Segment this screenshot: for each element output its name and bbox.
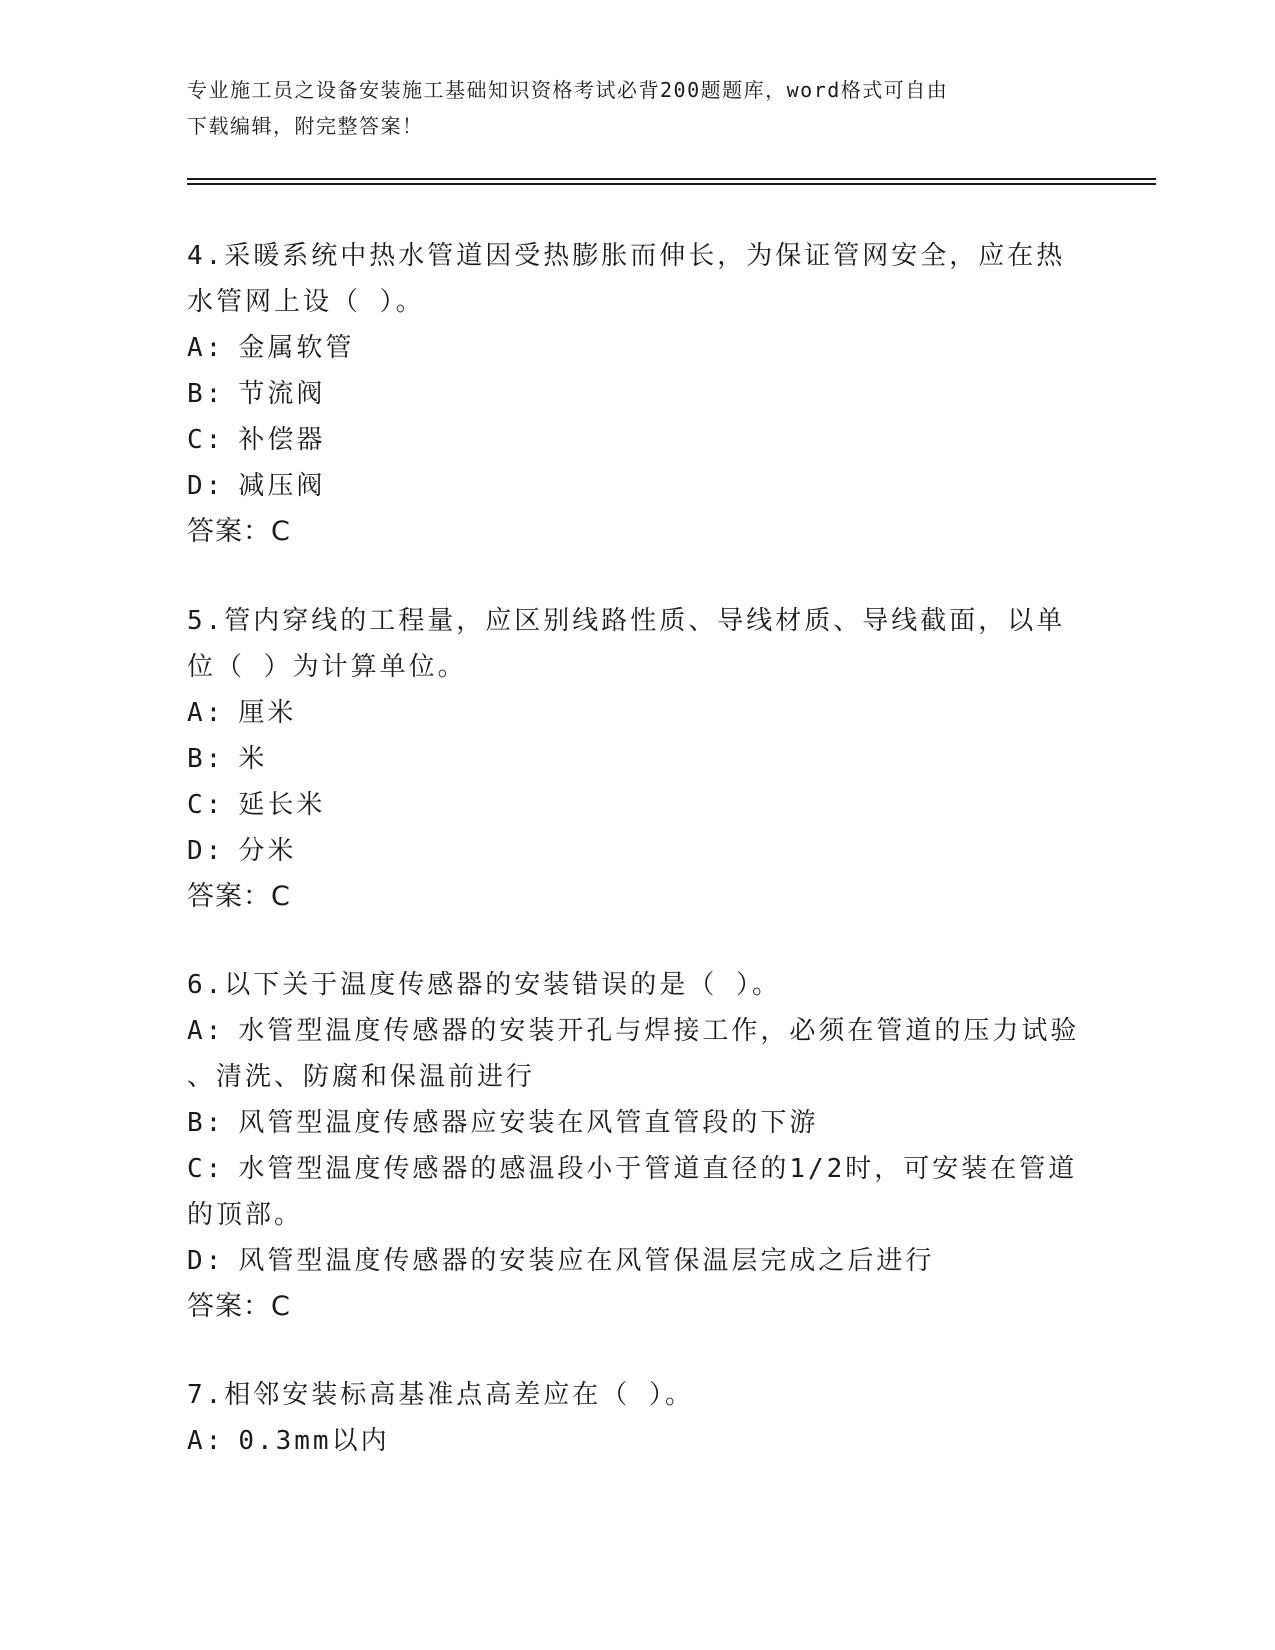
option-label: A: (187, 1426, 225, 1456)
option-c (187, 1146, 1087, 1192)
option-label: C: (187, 790, 225, 820)
option-label: A: (187, 1016, 225, 1046)
option-c (187, 417, 1087, 463)
option-b (187, 736, 1087, 782)
option-d (187, 828, 1087, 874)
option-label: D: (187, 1246, 225, 1276)
header-line-1: 专业施工员之设备安装施工基础知识资格考试必背200题题库，word格式可自由 (187, 78, 949, 102)
option-c (187, 782, 1087, 828)
option-text: 减压阀 (238, 471, 326, 501)
header-rule-top (187, 178, 1156, 180)
option-label: A: (187, 698, 225, 728)
answer: 答案：C (187, 881, 291, 912)
question-stem-line: 5.管内穿线的工程量，应区别线路性质、导线材质、导线截面，以单 (187, 606, 1066, 636)
option-label: B: (187, 1108, 225, 1138)
header-rule-bottom (187, 183, 1156, 185)
option-label: B: (187, 744, 225, 774)
option-label: C: (187, 1154, 225, 1184)
question-stem-line: 6.以下关于温度传感器的安装错误的是（ ）。 (187, 970, 781, 1000)
option-label: D: (187, 471, 225, 501)
option-a (187, 1008, 1087, 1054)
header-line-2: 下载编辑，附完整答案！ (187, 114, 424, 138)
option-b (187, 1100, 1087, 1146)
option-c-continuation: 的顶部。 (187, 1200, 304, 1230)
option-label: D: (187, 836, 225, 866)
option-text: 延长米 (238, 790, 326, 820)
option-text: 补偿器 (238, 425, 326, 455)
option-d (187, 463, 1087, 509)
option-text: 米 (238, 744, 268, 774)
option-text: 风管型温度传感器的安装应在风管保温层完成之后进行 (238, 1246, 935, 1276)
option-text: 厘米 (238, 698, 297, 728)
option-a (187, 1418, 1087, 1464)
option-text: 水管型温度传感器的安装开孔与焊接工作，必须在管道的压力试验 (238, 1016, 1080, 1046)
option-text: 0.3mm以内 (238, 1426, 390, 1456)
option-label: C: (187, 425, 225, 455)
option-a (187, 690, 1087, 736)
option-text: 金属软管 (238, 333, 355, 363)
question-stem-line: 位（ ）为计算单位。 (187, 652, 467, 682)
option-text: 水管型温度传感器的感温段小于管道直径的1/2时，可安装在管道 (238, 1154, 1078, 1184)
answer: 答案：C (187, 516, 291, 547)
option-a-continuation: 、清洗、防腐和保温前进行 (187, 1062, 536, 1092)
question-stem-line: 水管网上设（ ）。 (187, 287, 425, 317)
question-stem-line: 4.采暖系统中热水管道因受热膨胀而伸长，为保证管网安全，应在热 (187, 241, 1066, 271)
option-d (187, 1238, 1087, 1284)
option-a (187, 325, 1087, 371)
option-b (187, 371, 1087, 417)
option-text: 节流阀 (238, 379, 326, 409)
question-stem-line: 7.相邻安装标高基准点高差应在（ ）。 (187, 1380, 694, 1410)
question-6 (187, 962, 1087, 1330)
question-7 (187, 1372, 1087, 1464)
answer: 答案：C (187, 1291, 291, 1322)
document-header (187, 72, 1087, 144)
option-text: 分米 (238, 836, 297, 866)
option-label: B: (187, 379, 225, 409)
option-text: 风管型温度传感器应安装在风管直管段的下游 (238, 1108, 819, 1138)
option-label: A: (187, 333, 225, 363)
question-5 (187, 598, 1087, 920)
question-4 (187, 233, 1087, 555)
